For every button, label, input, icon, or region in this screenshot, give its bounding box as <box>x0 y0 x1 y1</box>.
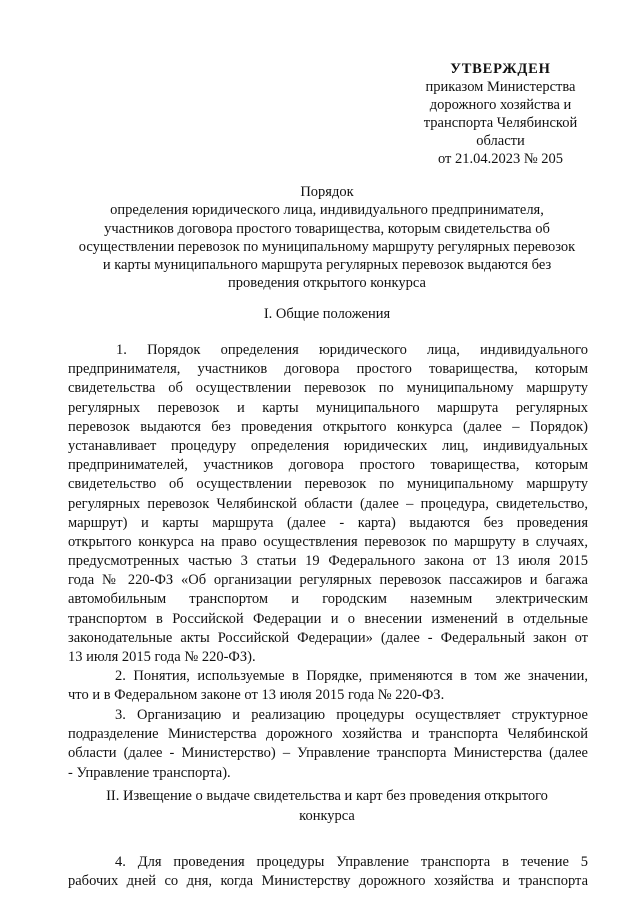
paragraph-line: подразделение Министерства дорожного хозяйства и транспорта Челябинской <box>68 726 588 743</box>
paragraph-line: законодательные акты Российской Федерации» (далее - Федеральный закон от <box>68 629 588 646</box>
paragraph-line: свидетельство об осуществлении перевозок по муниципальному маршруту <box>68 476 588 493</box>
paragraph-line: 13 июля 2015 года № 220-ФЗ). <box>68 649 256 665</box>
paragraph-line: предпринимателя, участников договора простого товарищества, которым <box>68 361 588 378</box>
section-heading-1 <box>60 304 594 324</box>
paragraph-line: свидетельства об осуществлении перевозок по муниципальному маршруту <box>68 380 588 397</box>
approval-line: области <box>476 133 525 149</box>
title-line: проведения открытого конкурса <box>228 275 426 292</box>
paragraph-line: рабочих дней со дня, когда Министерству дорожного хозяйства и транспорта <box>68 873 588 890</box>
approval-line: приказом Министерства <box>425 79 576 95</box>
paragraph-line: перевозок выдаются без проведения открытого конкурса (далее – Порядок) <box>68 418 588 435</box>
paragraph-line: устанавливает процедуру определения юридических лиц, индивидуальных <box>68 437 588 454</box>
section-heading-2 <box>60 786 594 826</box>
paragraph-line: автомобильным транспортом и городским наземным электрическим <box>68 591 588 608</box>
paragraph-4 <box>68 853 588 891</box>
section-heading-text: конкурса <box>299 808 355 824</box>
title-line: осуществлении перевозок по муниципальному маршруту регулярных перевозок <box>78 238 576 255</box>
document-title <box>60 183 594 293</box>
paragraph-line: 1. Порядок определения юридического лица, индивидуального <box>116 342 588 358</box>
paragraph-line: года № 220-ФЗ «Об организации регулярных перевозок пассажиров и багажа <box>68 572 588 589</box>
section-heading-text: I. Общие положения <box>263 306 391 322</box>
paragraph-line: 3. Организацию и реализацию процедуры осуществляет структурное <box>115 707 588 723</box>
paragraph-line: что и в Федеральном законе от 13 июля 2015 года № 220-ФЗ. <box>68 687 445 704</box>
paragraph-line: 4. Для проведения процедуры Управление транспорта в течение 5 <box>115 854 588 870</box>
title-heading: Порядок <box>300 184 354 200</box>
title-line: и карты муниципального маршрута регулярных перевозок выдаются без <box>102 257 552 274</box>
section-heading-text: II. Извещение о выдаче свидетельства и карт без проведения открытого <box>106 788 548 804</box>
approval-heading: УТВЕРЖДЕН <box>450 61 551 77</box>
paragraph-line: предпринимателей, участников договора простого товарищества, которым <box>68 457 588 474</box>
paragraph-1 <box>68 341 588 667</box>
paragraph-3 <box>68 706 588 783</box>
title-line: участников договора простого товарищества, которым свидетельства об <box>104 220 550 237</box>
approval-line: транспорта Челябинской <box>423 115 578 131</box>
paragraph-line: открытого конкурса на право осуществления перевозок по маршруту в случаях, <box>68 533 588 550</box>
paragraph-line: маршрут) и карты маршрута (далее - карта) выдаются без проведения <box>68 514 588 531</box>
paragraph-line: регулярных перевозок и карты муниципального маршрута регулярных <box>68 399 588 416</box>
approval-line: дорожного хозяйства и <box>429 97 572 113</box>
paragraph-line: - Управление транспорта). <box>68 764 231 781</box>
approval-block <box>398 60 603 168</box>
paragraph-line: области (далее - Министерство) – Управление транспорта Министерства (далее <box>68 745 588 762</box>
paragraph-2 <box>68 667 588 705</box>
approval-date-number: от 21.04.2023 № 205 <box>437 151 564 167</box>
title-line: определения юридического лица, индивидуального предпринимателя, <box>110 202 544 219</box>
paragraph-line: регулярных перевозок Челябинской области (далее – процедура, свидетельство, <box>68 495 588 512</box>
paragraph-line: предусмотренных частью 3 статьи 19 Федерального закона от 13 июля 2015 <box>68 553 588 570</box>
paragraph-line: транспортом в Российской Федерации и о внесении изменений в отдельные <box>68 610 588 627</box>
paragraph-line: 2. Понятия, используемые в Порядке, применяются в том же значении, <box>115 668 588 684</box>
